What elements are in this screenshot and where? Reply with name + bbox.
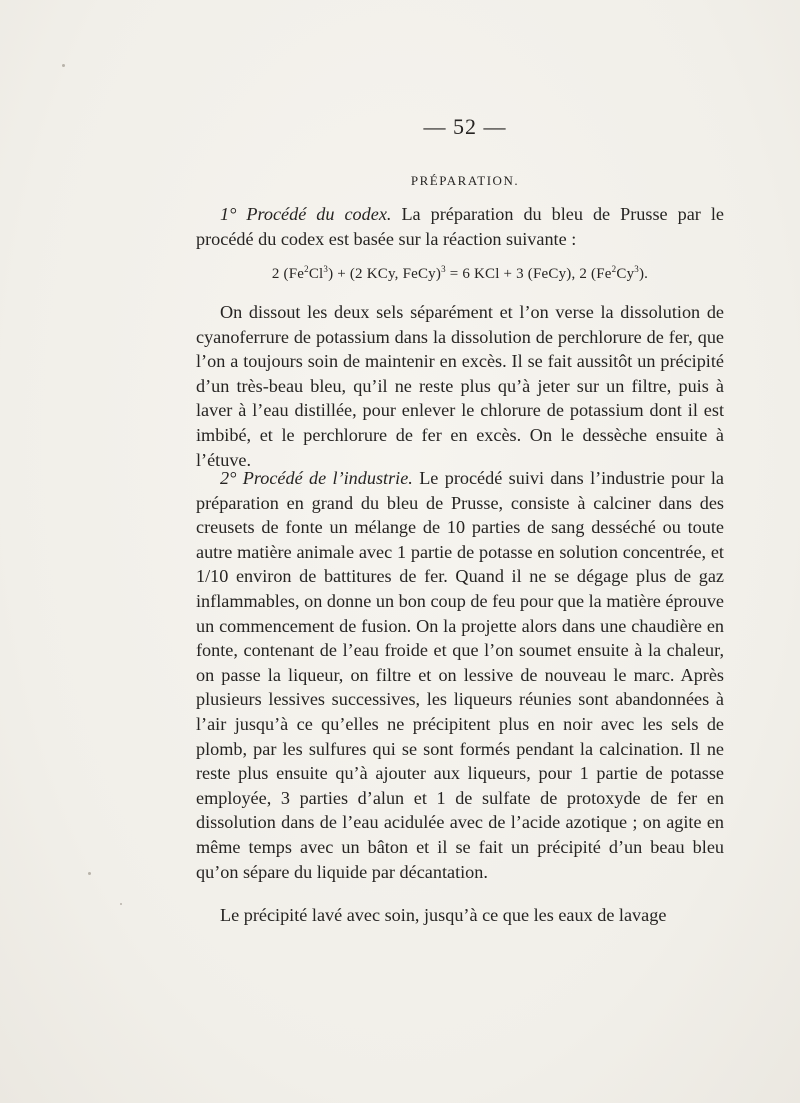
formula-sup: 3 — [441, 264, 446, 274]
chemical-formula — [196, 264, 724, 283]
formula-sup: 2 — [304, 264, 309, 274]
section-title: PRÉPARATION. — [410, 173, 520, 188]
formula-part: ). — [638, 266, 649, 282]
formula-part: 2 (Fe — [271, 266, 305, 282]
formula-sup: 3 — [634, 264, 639, 274]
formula-part: = 6 KCl + 3 (FeCy), 2 (Fe — [445, 266, 612, 282]
paper-speck — [120, 903, 122, 905]
formula-sup: 2 — [611, 264, 617, 274]
formula-part: Cl — [308, 266, 324, 282]
formula-sup: 3 — [323, 264, 329, 274]
formula-part: Cy — [616, 266, 635, 282]
paper-speck — [62, 64, 65, 67]
paragraph-precipite — [196, 903, 724, 929]
paragraph-dissolution — [196, 300, 724, 472]
page-number: — 52 — — [423, 114, 507, 139]
formula-part: ) + (2 KCy, FeCy) — [328, 266, 442, 282]
paper-speck — [88, 872, 91, 875]
paragraph-industrie-label: 2° Procédé de l’industrie. — [220, 468, 413, 488]
paragraph-codex-label: 1° Procédé du codex. — [220, 204, 392, 224]
paragraph-industrie — [196, 466, 724, 884]
paragraph-codex-text: La préparation du bleu de Prusse par le procédé du codex est basée sur la réaction suivante : — [196, 204, 724, 249]
paragraph-dissolution-text: On dissout les deux sels séparément et l’on verse la dissolution de cyanoferrure de potassium dans la dissolution de perchlorure de fer, que l’on a toujours soin de maintenir en excès. Il se fait aussitôt un précipité d’un très-beau bleu, qu’il ne reste plus qu’à jeter sur un filtre, puis à laver à l’eau distillée, pour enlever le chlorure de potassium dont il est imbibé, et le perchlorure de fer en excès. On le dessèche ensuite à l’étuve. — [196, 302, 724, 470]
paragraph-industrie-text: Le procédé suivi dans l’industrie pour la préparation en grand du bleu de Prusse, consiste à calciner dans des creusets de fonte un mélange de 10 parties de sang desséché ou toute autre matière animale avec 1 partie de potasse en solution concentrée, et 1/10 environ de battitures de fer. Quand il ne se dégage plus de gaz inflammables, on donne un bon coup de feu pour que la matière éprouve un commencement de fusion. On la projette alors dans une chaudière en fonte, contenant de l’eau froide et que l’on soumet ensuite à la chaleur, on passe la liqueur, on filtre et on lessive de nouveau le marc. Après plusieurs lessives successives, les liqueurs réunies sont abandonnées à l’air jusqu’à ce qu’elles ne précipitent plus en noir avec les sels de plomb, par les sulfures qui se sont formés pendant la calcination. Il ne reste plus ensuite qu’à ajouter aux liqueurs, pour 1 partie de potasse employée, 3 parties d’alun et 1 de sulfate de protoxyde de fer en dissolution dans de l’eau acidulée avec de l’acide azotique ; on agite en même temps avec un bâton et il se fait un précipité d’un beau bleu qu’on sépare du liquide par décantation. — [196, 468, 724, 882]
paragraph-precipite-text: Le précipité lavé avec soin, jusqu’à ce que les eaux de lavage — [220, 905, 667, 925]
paragraph-codex — [196, 202, 724, 251]
